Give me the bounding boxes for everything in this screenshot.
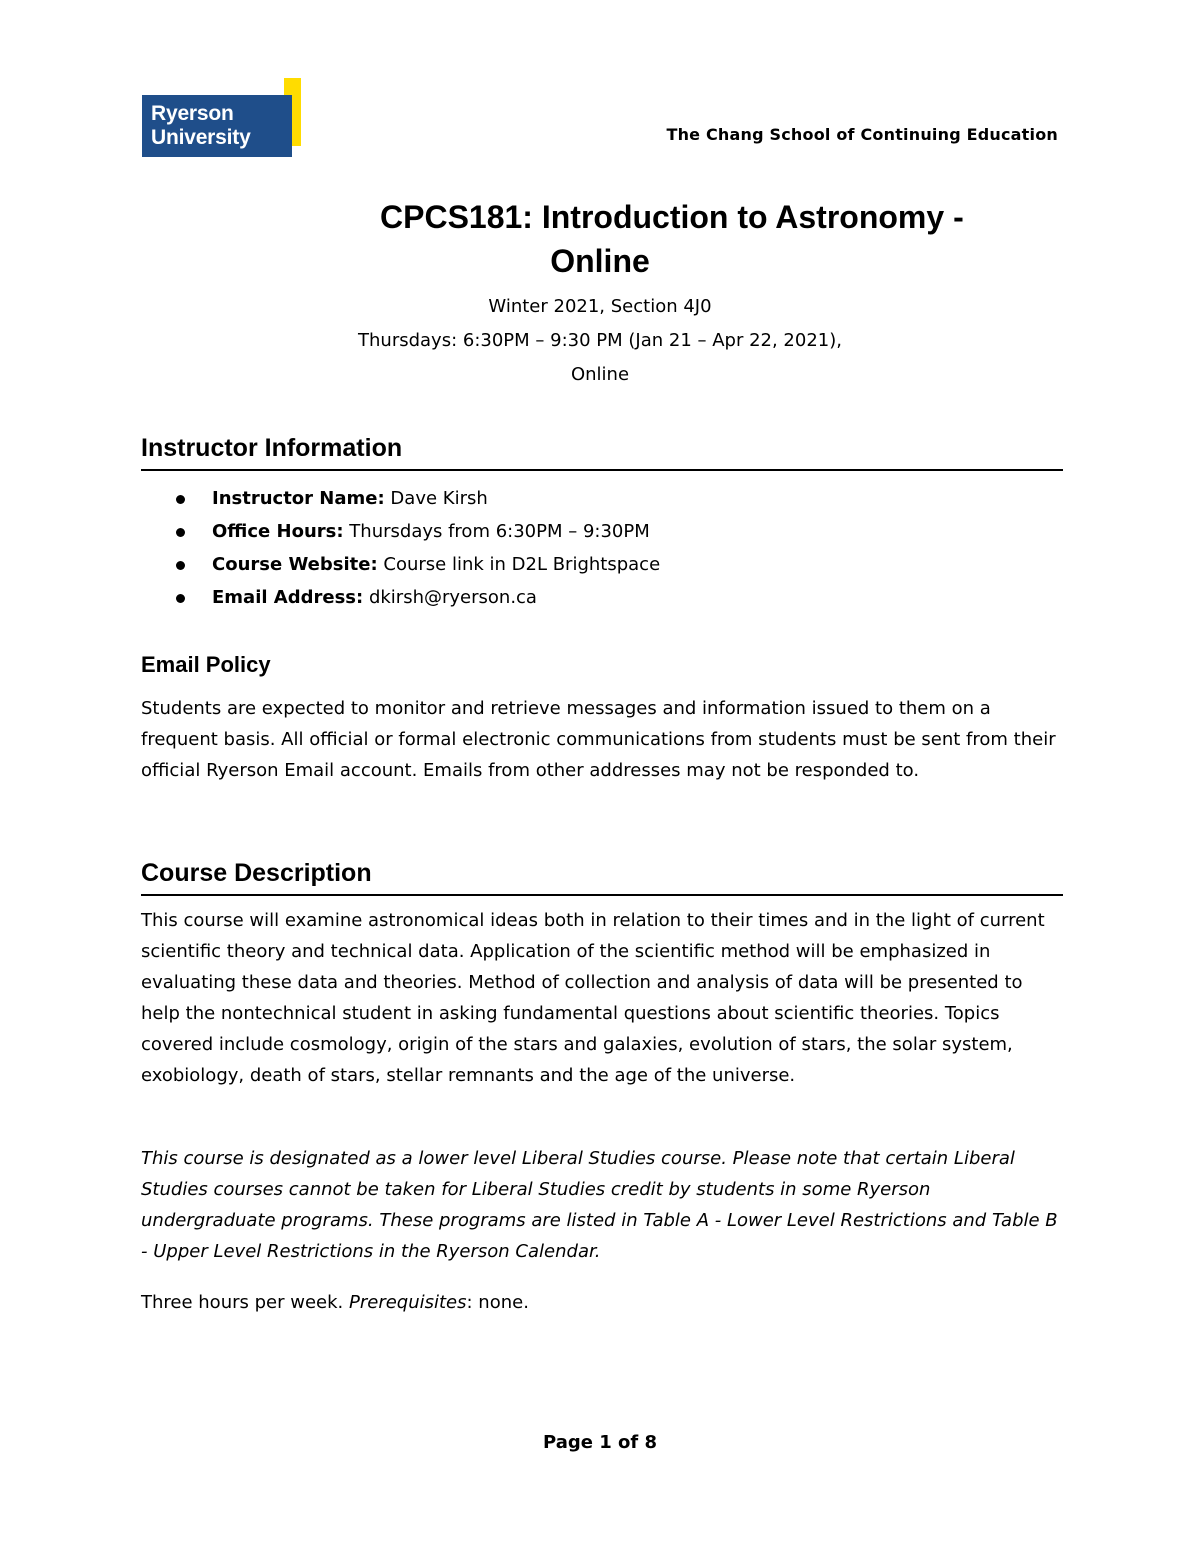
instructor-name-label: Instructor Name: bbox=[212, 488, 385, 509]
list-item bbox=[141, 552, 660, 585]
instructor-info-list bbox=[141, 486, 660, 618]
course-website-label: Course Website: bbox=[212, 554, 378, 575]
bullet-icon bbox=[176, 528, 185, 537]
course-title bbox=[300, 195, 964, 283]
email-address-value[interactable]: dkirsh@ryerson.ca bbox=[368, 587, 537, 608]
logo-text bbox=[151, 102, 251, 150]
instructor-info-heading: Instructor Information bbox=[141, 434, 1063, 471]
course-description-text: This course will examine astronomical ideas both in relation to their times and in the light of current scientific theory and technical data. Application of the scientific method will be emphasized in evaluating these data and theories. Method of collection and analysis of data will be presented to help the nontechnical student in asking fundamental questions about scientific theories. Topics covered include cosmology, origin of the stars and galaxies, evolution of stars, the solar system, exobiology, death of stars, stellar remnants and the age of the universe. bbox=[141, 910, 1045, 1086]
hours-text: Three hours per week. bbox=[141, 1292, 344, 1313]
class-schedule: Thursdays: 6:30PM – 9:30 PM (Jan 21 – Apr 22, 2021), bbox=[358, 330, 842, 351]
list-item bbox=[141, 519, 660, 552]
course-title-line-2: Online bbox=[550, 243, 650, 279]
bullet-icon bbox=[176, 495, 185, 504]
list-item bbox=[141, 585, 660, 618]
bullet-icon bbox=[176, 594, 185, 603]
prerequisites-value: : none. bbox=[466, 1292, 529, 1313]
prerequisites-label: Prerequisites bbox=[348, 1292, 467, 1313]
course-website-value: Course link in D2L Brightspace bbox=[383, 554, 661, 575]
ryerson-logo bbox=[142, 78, 302, 158]
liberal-studies-note: This course is designated as a lower level Liberal Studies course. Please note that certain Liberal Studies courses cannot be taken for Liberal Studies credit by students in some Ryerson undergraduate programs. These programs are listed in Table A - Lower Level Restrictions and Table B - Upper Level Restrictions in the Ryerson Calendar. bbox=[141, 1148, 1058, 1262]
school-name: The Chang School of Continuing Education bbox=[666, 125, 1058, 144]
logo-line-2: University bbox=[151, 126, 251, 149]
course-description-heading: Course Description bbox=[141, 859, 1063, 896]
hours-prerequisites bbox=[141, 1287, 1063, 1318]
page-number: Page 1 of 8 bbox=[543, 1432, 657, 1453]
email-address-label: Email Address: bbox=[212, 587, 364, 608]
office-hours-value: Thursdays from 6:30PM – 9:30PM bbox=[349, 521, 650, 542]
office-hours-label: Office Hours: bbox=[212, 521, 344, 542]
delivery-mode: Online bbox=[570, 364, 630, 385]
list-item bbox=[141, 486, 660, 519]
bullet-icon bbox=[176, 561, 185, 570]
term-section: Winter 2021, Section 4J0 bbox=[488, 296, 712, 317]
logo-line-1: Ryerson bbox=[151, 102, 234, 125]
email-policy-heading: Email Policy bbox=[141, 652, 271, 677]
email-policy-text: Students are expected to monitor and retrieve messages and information issued to them on a frequent basis. All official or formal electronic communications from students must be sent from their official Ryerson Email account. Emails from other addresses may not be responded to. bbox=[141, 698, 1056, 781]
course-title-line-1: CPCS181: Introduction to Astronomy - bbox=[380, 199, 964, 235]
instructor-name-value: Dave Kirsh bbox=[390, 488, 488, 509]
